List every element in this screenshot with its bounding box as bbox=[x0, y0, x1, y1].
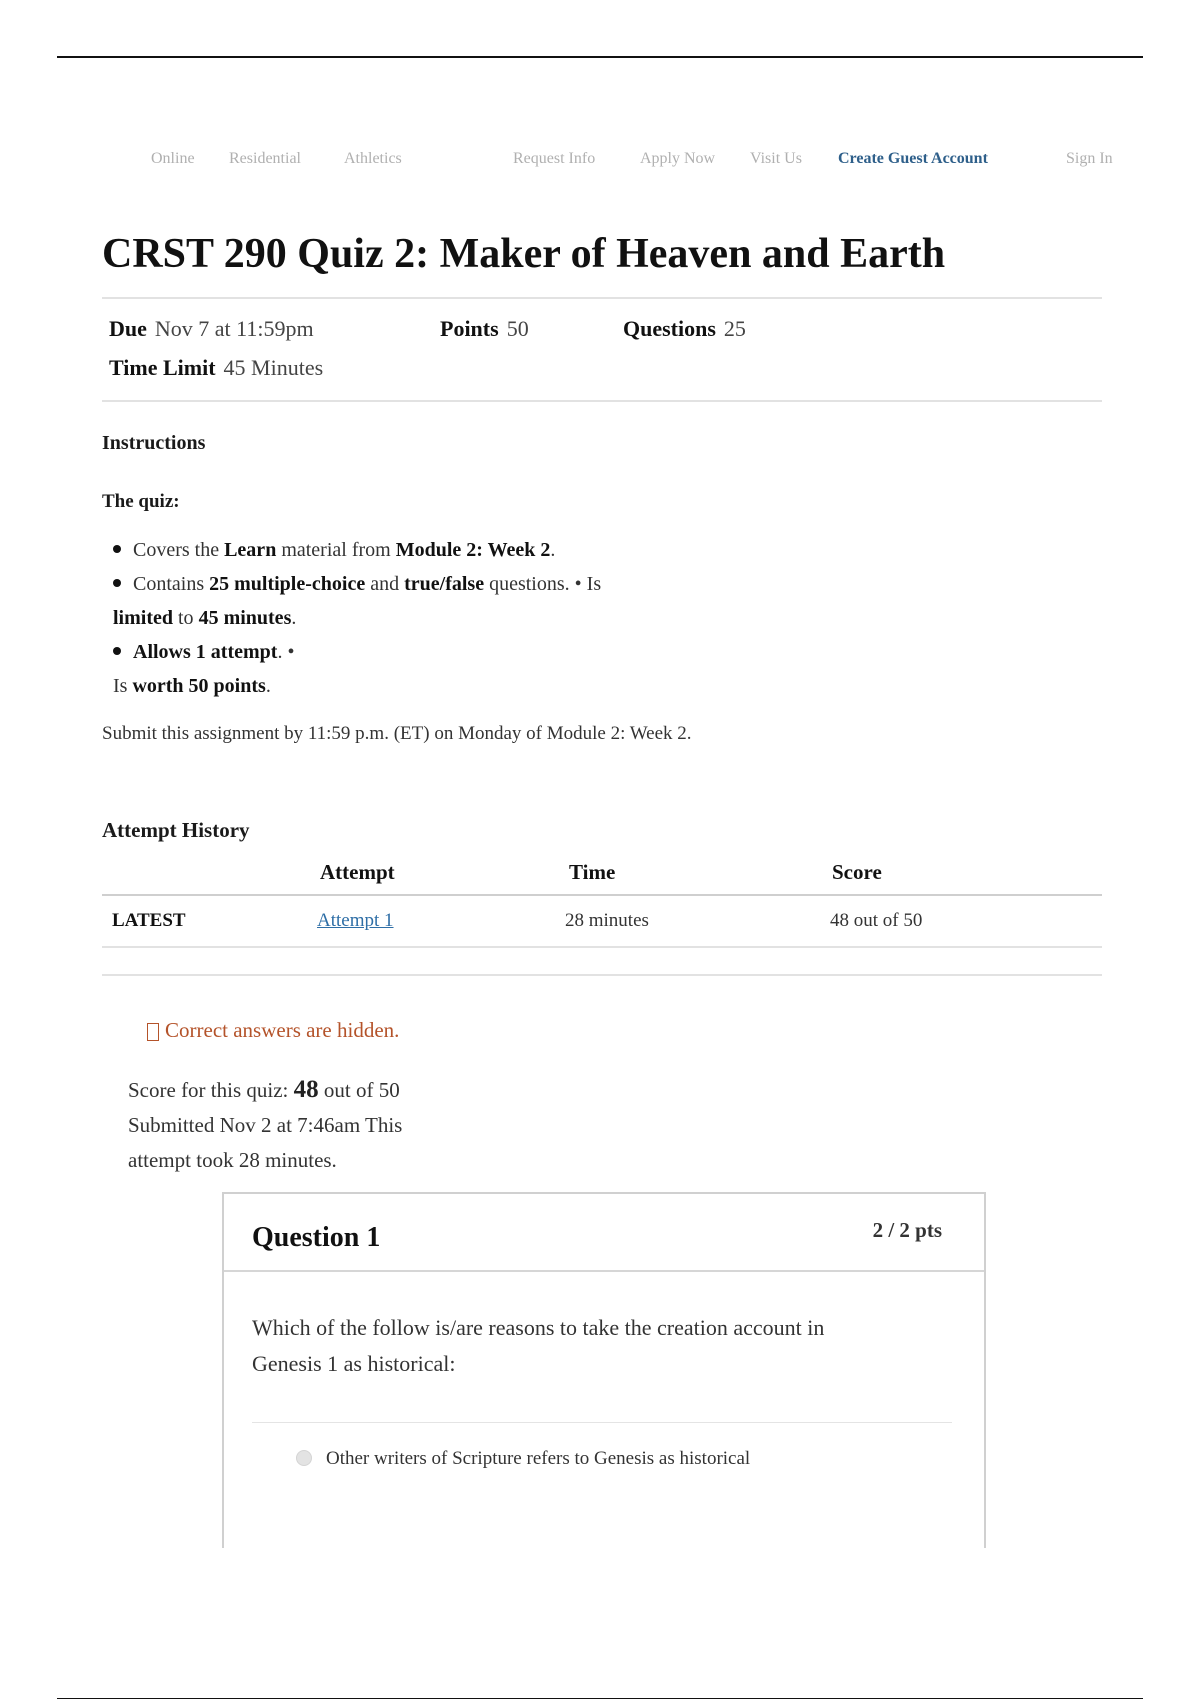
score-value: 48 bbox=[293, 1076, 319, 1103]
time-limit-field bbox=[109, 355, 323, 381]
answer-option[interactable] bbox=[296, 1448, 750, 1470]
hidden-answers-icon bbox=[147, 1023, 159, 1041]
column-header-time: Time bbox=[569, 860, 616, 884]
latest-label: LATEST bbox=[112, 910, 186, 931]
questions-label: Questions bbox=[623, 316, 716, 341]
questions-field bbox=[623, 316, 746, 342]
instruction-bullet-2: Contains 25 multiple-choice and true/false questions. • Is bbox=[113, 573, 601, 596]
due-field bbox=[109, 316, 314, 342]
nav-online[interactable]: Online bbox=[151, 150, 195, 167]
nav-create-guest-account[interactable]: Create Guest Account bbox=[838, 150, 988, 167]
instructions-heading: Instructions bbox=[102, 432, 206, 454]
points-value: 50 bbox=[506, 316, 529, 341]
nav-athletics[interactable]: Athletics bbox=[344, 150, 402, 167]
score-line: Score for this quiz: 48 out of 50 bbox=[128, 1076, 400, 1103]
radio-icon[interactable] bbox=[296, 1450, 312, 1466]
attempt-score: 48 out of 50 bbox=[830, 910, 923, 931]
due-label: Due bbox=[109, 316, 147, 341]
page-title: CRST 290 Quiz 2: Maker of Heaven and Earth bbox=[102, 231, 946, 277]
question-card bbox=[222, 1192, 986, 1548]
title-divider bbox=[102, 297, 1102, 299]
attempt-history-table bbox=[102, 856, 1102, 948]
nav-apply-now[interactable]: Apply Now bbox=[640, 150, 716, 167]
questions-value: 25 bbox=[723, 316, 746, 341]
nav-sign-in[interactable]: Sign In bbox=[1066, 150, 1113, 167]
instructions-subheading: The quiz: bbox=[102, 491, 180, 512]
instruction-bullet-4: Is worth 50 points. bbox=[113, 675, 271, 697]
nav-visit-us[interactable]: Visit Us bbox=[750, 150, 802, 167]
points-label: Points bbox=[440, 316, 499, 341]
top-rule bbox=[57, 56, 1143, 58]
bullet-icon bbox=[113, 647, 121, 655]
answer-text: Other writers of Scripture refers to Genesis as historical bbox=[326, 1448, 751, 1469]
submitted-line: Submitted Nov 2 at 7:46am This bbox=[128, 1113, 403, 1137]
due-value: Nov 7 at 11:59pm bbox=[154, 316, 314, 341]
attempt-1-link[interactable]: Attempt 1 bbox=[317, 910, 394, 931]
question-divider bbox=[252, 1422, 952, 1423]
bullet-icon bbox=[113, 545, 121, 553]
attempt-history-heading: Attempt History bbox=[102, 818, 250, 842]
time-limit-label: Time Limit bbox=[109, 355, 216, 380]
question-header bbox=[224, 1194, 984, 1272]
bottom-rule bbox=[57, 1698, 1143, 1699]
column-header-attempt: Attempt bbox=[320, 860, 395, 884]
column-header-score: Score bbox=[832, 860, 882, 884]
question-title: Question 1 bbox=[252, 1222, 381, 1253]
submit-note: Submit this assignment by 11:59 p.m. (ET) on Monday of Module 2: Week 2. bbox=[102, 723, 692, 744]
instruction-bullet-3: Allows 1 attempt. • bbox=[113, 641, 294, 664]
nav-residential[interactable]: Residential bbox=[229, 150, 301, 167]
table-header bbox=[102, 856, 1102, 896]
bullet-icon bbox=[113, 579, 121, 587]
meta-divider bbox=[102, 400, 1102, 402]
nav-request-info[interactable]: Request Info bbox=[513, 150, 596, 167]
history-divider bbox=[102, 974, 1102, 976]
table-row bbox=[102, 896, 1102, 948]
instruction-bullet-2-cont: limited to 45 minutes. bbox=[113, 607, 297, 629]
top-navigation bbox=[0, 150, 1200, 174]
points-field bbox=[440, 316, 529, 342]
instruction-bullet-1: Covers the Learn material from Module 2: Week 2. bbox=[113, 539, 555, 562]
time-limit-value: 45 Minutes bbox=[223, 355, 324, 380]
answers-hidden-notice: Correct answers are hidden. bbox=[147, 1018, 399, 1043]
question-points: 2 / 2 pts bbox=[872, 1218, 942, 1242]
question-text: Which of the follow is/are reasons to take the creation account in Genesis 1 as historical: bbox=[252, 1315, 825, 1376]
attempt-time: 28 minutes bbox=[565, 910, 649, 931]
duration-line: attempt took 28 minutes. bbox=[128, 1148, 337, 1172]
score-summary bbox=[128, 1072, 402, 1178]
